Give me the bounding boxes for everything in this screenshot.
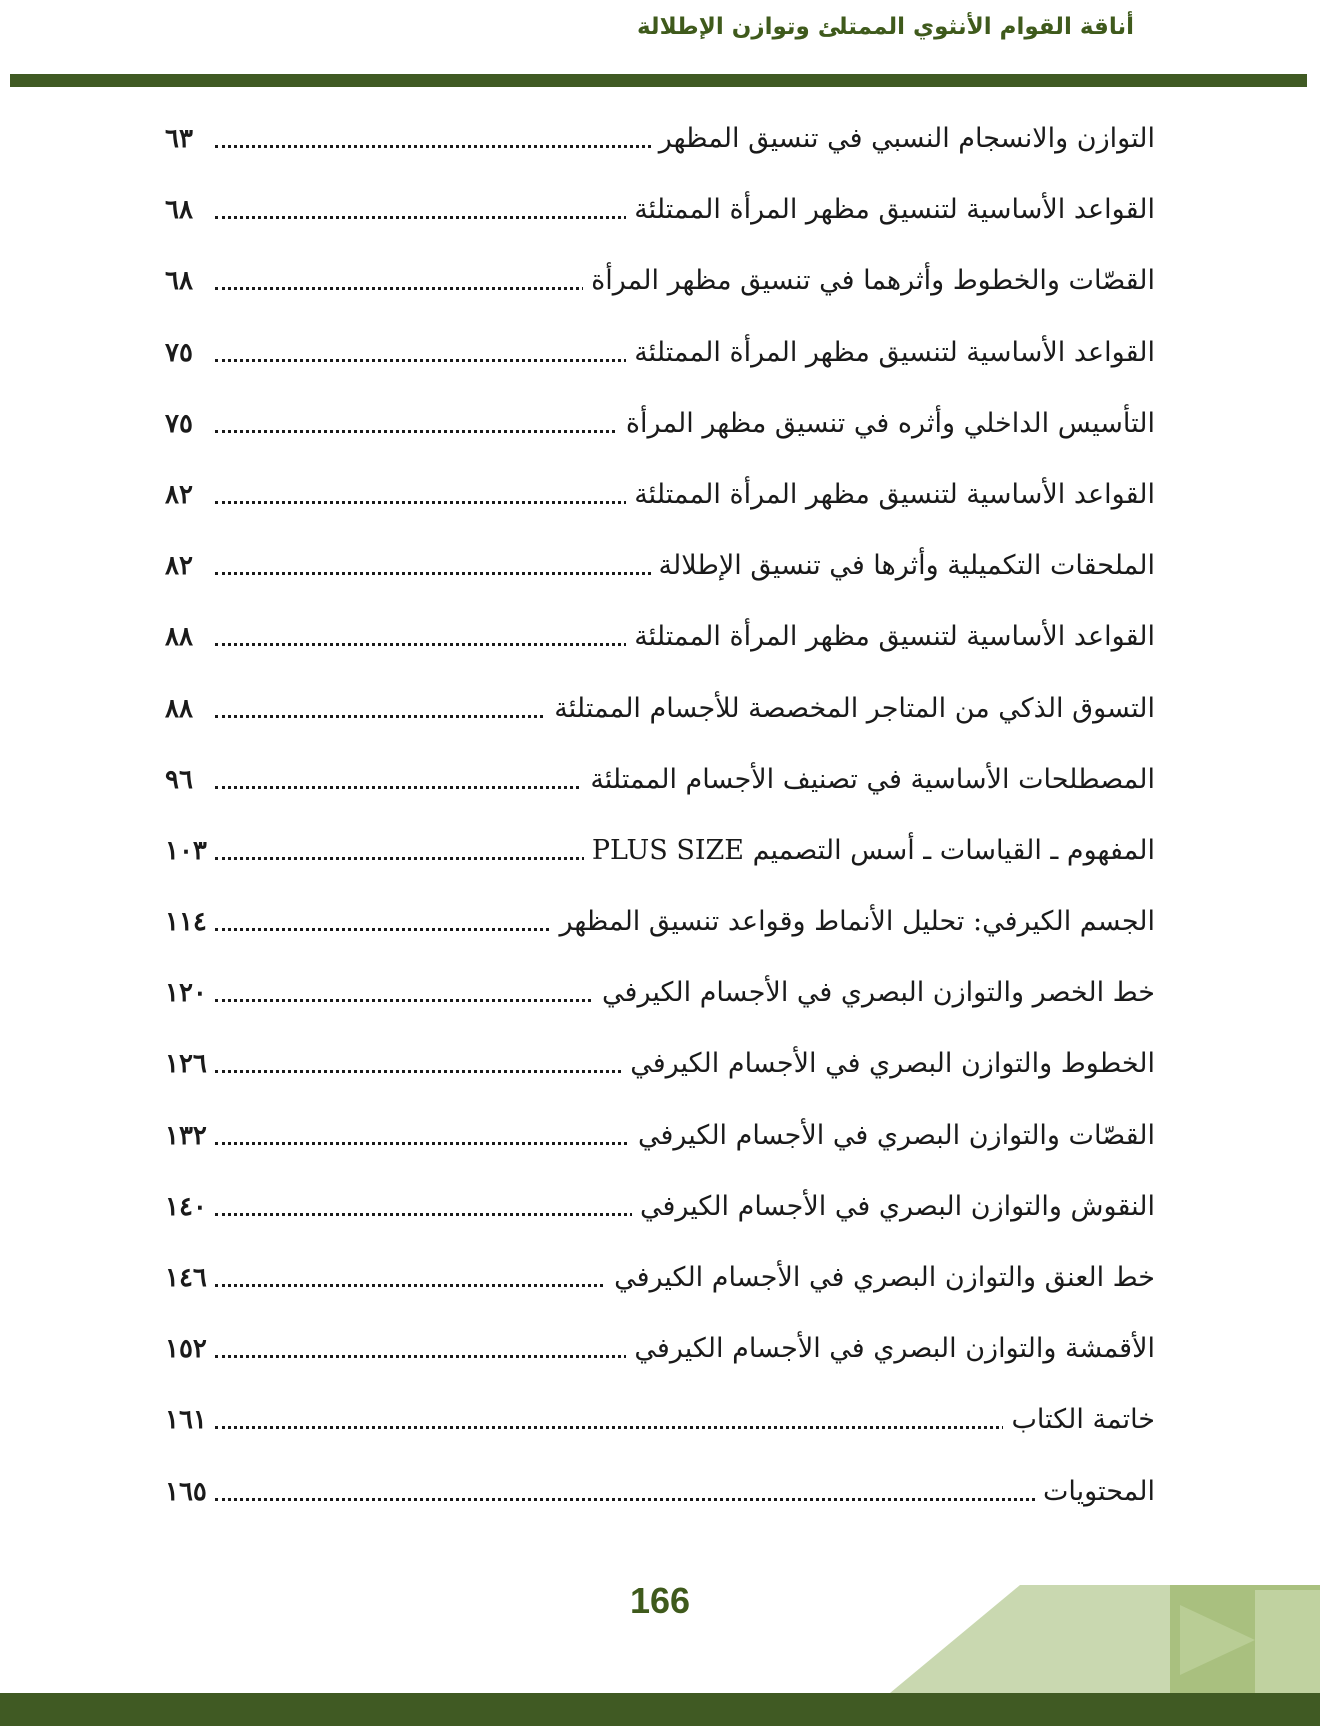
running-header-title: أناقة القوام الأنثوي الممتلئ وتوازن الإطلالة (636, 14, 1134, 40)
toc-entry-title: القواعد الأساسية لتنسيق مظهر المرأة الممتلئة (626, 321, 1155, 385)
toc-entry-title: القصّات والتوازن البصري في الأجسام الكيرفي (630, 1104, 1155, 1168)
toc-entry-title: التسوق الذكي من المتاجر المخصصة للأجسام الممتلئة (546, 677, 1155, 741)
toc-entry-page-number: ٨٨ (165, 677, 201, 741)
toc-entry-page-number: ١٥٢ (165, 1317, 215, 1381)
toc-entry-page-number: ١٤٦ (165, 1246, 215, 1310)
toc-entry-page-number: ٧٥ (165, 321, 201, 385)
toc-entry-page-number: ١٤٠ (165, 1175, 215, 1239)
toc-entry-page-number: ١١٤ (165, 890, 215, 954)
toc-entry-title: الملحقات التكميلية وأثرها في تنسيق الإطلالة (651, 534, 1155, 598)
toc-entry-page-number: ٨٨ (165, 605, 201, 669)
toc-entry-page-number: ١٠٣ (165, 819, 215, 883)
toc-entry-title: الجسم الكيرفي: تحليل الأنماط وقواعد تنسيق المظهر (551, 890, 1155, 954)
toc-entry-page-number: ٧٥ (165, 392, 201, 456)
footer-bar (0, 1693, 1320, 1726)
toc-entry-page-number: ١٦٥ (165, 1460, 215, 1524)
toc-entry-title: خط الخصر والتوازن البصري في الأجسام الكيرفي (594, 961, 1155, 1025)
toc-entry-title: المصطلحات الأساسية في تصنيف الأجسام الممتلئة (582, 748, 1155, 812)
toc-entry-title: القواعد الأساسية لتنسيق مظهر المرأة الممتلئة (626, 605, 1155, 669)
toc-entry-page-number: ١٦١ (165, 1388, 215, 1452)
toc-entry-page-number: ٨٢ (165, 534, 201, 598)
toc-entry-page-number: ٦٨ (165, 249, 201, 313)
toc-entry-title: المحتويات (1035, 1460, 1155, 1524)
toc-entry-title: خط العنق والتوازن البصري في الأجسام الكيرفي (606, 1246, 1155, 1310)
toc-entry-title: القواعد الأساسية لتنسيق مظهر المرأة الممتلئة (626, 463, 1155, 527)
toc-entry-title: التأسيس الداخلي وأثره في تنسيق مظهر المرأة (618, 392, 1155, 456)
toc-entry-page-number: ١٢٠ (165, 961, 215, 1025)
toc-entry-title: خاتمة الكتاب (1003, 1388, 1155, 1452)
toc-entry-page-number: ١٢٦ (165, 1032, 215, 1096)
toc-entry-page-number: ٩٦ (165, 748, 201, 812)
toc-entry-title: القواعد الأساسية لتنسيق مظهر المرأة الممتلئة (626, 178, 1155, 242)
toc-entry-title: المفهوم ـ القياسات ـ أسس التصميم PLUS SIZE (584, 819, 1155, 883)
toc-entry-title: التوازن والانسجام النسبي في تنسيق المظهر (651, 107, 1155, 171)
toc-entry-page-number: ٨٢ (165, 463, 201, 527)
toc-entry-page-number: ٦٣ (165, 107, 201, 171)
toc-entry-page-number: ١٣٢ (165, 1104, 215, 1168)
toc-entry-title: النقوش والتوازن البصري في الأجسام الكيرفي (632, 1175, 1155, 1239)
toc-entry-title: الأقمشة والتوازن البصري في الأجسام الكيرفي (626, 1317, 1155, 1381)
page-number: 166 (629, 1580, 691, 1621)
toc-entry-page-number: ٦٨ (165, 178, 201, 242)
toc-entry-title: الخطوط والتوازن البصري في الأجسام الكيرفي (622, 1032, 1155, 1096)
toc-entry-title: القصّات والخطوط وأثرهما في تنسيق مظهر المرأة (583, 249, 1155, 313)
